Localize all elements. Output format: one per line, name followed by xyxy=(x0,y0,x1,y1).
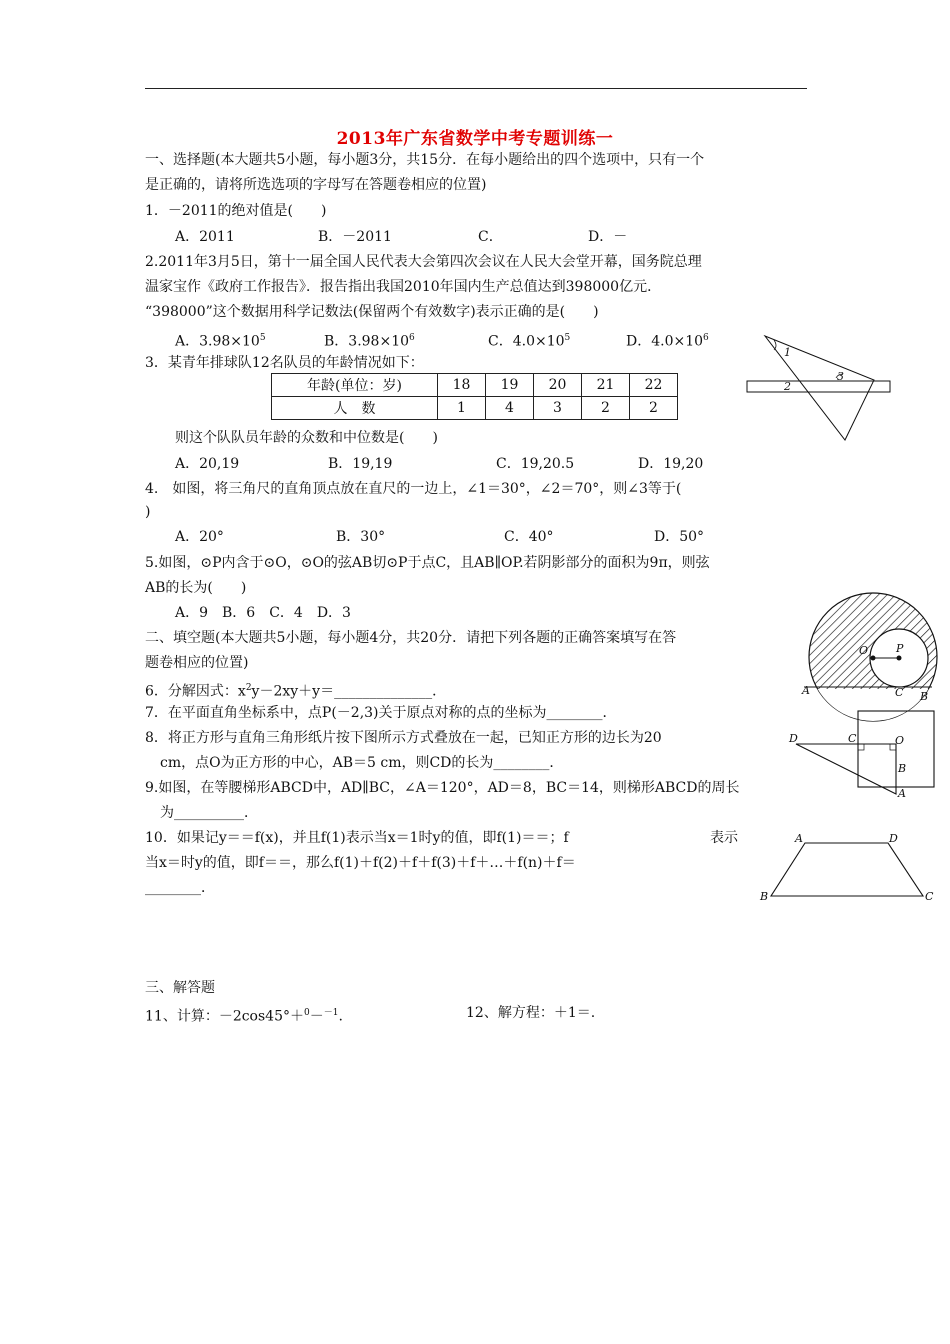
age-table xyxy=(271,373,678,420)
point-label-b: B xyxy=(760,890,769,903)
q9-line2: 为__________． xyxy=(160,805,258,821)
point-label-a: A xyxy=(795,832,803,845)
q6-text: 6．分解因式：$x^2y-2xy+y=\_\_\_\_\_\_\_\_\_\_\_\_\_\_$． xyxy=(145,683,447,700)
angle-label-1: 1 xyxy=(784,346,791,359)
table-cell: 19 xyxy=(486,374,534,397)
q2-line1: 2.2011年3月5日，第十一届全国人民代表大会第四次会议在人民大会堂开幕，国务院总理 xyxy=(145,254,702,270)
point-label-b: B xyxy=(920,690,929,703)
point-label-o: O xyxy=(895,734,905,747)
point-label-o: O xyxy=(859,644,869,657)
section2-line2: 题卷相应的位置) xyxy=(145,655,249,671)
table-cell: 1 xyxy=(438,397,486,420)
q3-option-c: C．19,20.5 xyxy=(496,456,575,472)
q10-line3: ________． xyxy=(145,880,215,896)
angle-label-3: 3 xyxy=(837,370,844,383)
table-cell: 20 xyxy=(534,374,582,397)
q8-line1: 8．将正方形与直角三角形纸片按下图所示方式叠放在一起，已知正方形的边长为20 xyxy=(145,730,662,746)
point-label-d: D xyxy=(789,732,798,745)
point-label-b: B xyxy=(898,762,907,775)
q2-option-b: B．$3.98\times 10^6$ xyxy=(324,333,415,350)
q4-option-d: D．50° xyxy=(654,529,705,545)
point-label-a: A xyxy=(802,684,810,697)
table-cell: 3 xyxy=(534,397,582,420)
q4-option-b: B．30° xyxy=(336,529,386,545)
q1-option-c: C． xyxy=(478,229,503,245)
q4-option-a: A．20° xyxy=(175,529,224,545)
circle-figure xyxy=(796,592,940,724)
q2-line3: “398000”这个数据用科学记数法(保留两个有效数字)表示正确的是( ) xyxy=(145,304,599,320)
section1-line1: 一、选择题(本大题共5小题，每小题3分，共15分．在每小题给出的四个选项中，只有一个 xyxy=(145,152,705,168)
table-cell: 22 xyxy=(630,374,678,397)
table-cell: 21 xyxy=(582,374,630,397)
point-label-c: C xyxy=(925,890,934,903)
table-cell: 18 xyxy=(438,374,486,397)
ruler-triangle-figure xyxy=(744,334,894,446)
q8-line2: cm，点O为正方形的中心，AB＝5 cm，则CD的长为________． xyxy=(160,755,564,771)
trapezoid-figure xyxy=(758,828,938,908)
q4-line1: 4. 如图，将三角尺的直角顶点放在直尺的一边上，∠1＝30°，∠2＝70°，则∠3等于( xyxy=(145,481,682,497)
q2-line2: 温家宝作《政府工作报告》．报告指出我国2010年国内生产总值达到398000亿元． xyxy=(145,279,662,295)
point-label-p: P xyxy=(896,642,904,655)
table-cell: 2 xyxy=(582,397,630,420)
q10-line1b: 表示 xyxy=(710,830,738,846)
table-header-age: 年龄(单位：岁) xyxy=(272,374,438,397)
point-label-a: A xyxy=(898,787,906,800)
q3-option-d: D．19,20 xyxy=(638,456,704,472)
q7-text: 7．在平面直角坐标系中，点P(－2,3)关于原点对称的点的坐标为________． xyxy=(145,705,617,721)
point-label-c: C xyxy=(848,732,857,745)
q2-option-d: D．$4.0\times 10^6$ xyxy=(626,333,709,350)
q9-line1: 9.如图，在等腰梯形ABCD中，AD∥BC，∠A＝120°，AD＝8，BC＝14，则梯形ABCD的周长 xyxy=(145,780,740,796)
q10-line2: 当x＝时y的值，即f＝＝，那么f(1)＋f(2)＋f＋f(3)＋f＋…＋f(n)＋f＝ xyxy=(145,855,576,871)
q3-question: 则这个队队员年龄的众数和中位数是( ) xyxy=(175,430,438,446)
q3-option-b: B．19,19 xyxy=(328,456,393,472)
q2-option-c: C．$4.0\times 10^5$ xyxy=(488,333,571,350)
q4-option-c: C．40° xyxy=(504,529,554,545)
q1-stem: 1．－2011的绝对值是( ) xyxy=(145,203,327,219)
q5-line1: 5.如图，⊙P内含于⊙O，⊙O的弦AB切⊙P于点C，且AB∥OP.若阴影部分的面积为9π，则弦 xyxy=(145,555,710,571)
q4-line2: ) xyxy=(145,504,151,520)
q10-line1a: 10．如果记y＝＝f(x)，并且f(1)表示当x＝1时y的值，即f(1)＝＝；f xyxy=(145,830,569,846)
table-cell: 4 xyxy=(486,397,534,420)
section3-heading: 三、解答题 xyxy=(145,980,215,996)
point-label-d: D xyxy=(889,832,898,845)
q1-option-d: D．－ xyxy=(588,229,628,245)
header-rule xyxy=(145,88,807,89)
trapezoid-shape xyxy=(771,843,923,896)
age-table-row-ages xyxy=(272,374,678,397)
table-header-count: 人 数 xyxy=(272,397,438,420)
table-cell: 2 xyxy=(630,397,678,420)
point-label-c: C xyxy=(895,686,904,699)
q1-option-a: A．2011 xyxy=(175,229,235,245)
q3-option-a: A．20,19 xyxy=(175,456,240,472)
triangle-shape xyxy=(765,336,874,440)
q5-options: A．9 B．6 C．4 D．3 xyxy=(175,605,351,621)
q1-option-b: B．－2011 xyxy=(318,229,392,245)
right-triangle-shape xyxy=(796,744,896,794)
q11-text: 11、计算：－2cos45°＋$^0$－$^{-1}$. xyxy=(145,1008,343,1025)
q2-option-a: A．$3.98\times 10^5$ xyxy=(175,333,266,350)
section1-line2: 是正确的，请将所选选项的字母写在答题卷相应的位置) xyxy=(145,177,487,193)
section2-line1: 二、填空题(本大题共5小题，每小题4分，共20分．请把下列各题的正确答案填写在答 xyxy=(145,630,677,646)
q5-line2: AB的长为( ) xyxy=(145,580,247,596)
age-table-row-counts xyxy=(272,397,678,420)
square-triangle-figure xyxy=(786,706,944,804)
angle-label-2: 2 xyxy=(784,380,791,393)
q12-text: 12、解方程：＋1＝. xyxy=(466,1005,596,1021)
page-title: 2013年广东省数学中考专题训练一 xyxy=(336,129,614,149)
q3-stem: 3．某青年排球队12名队员的年龄情况如下： xyxy=(145,355,424,371)
